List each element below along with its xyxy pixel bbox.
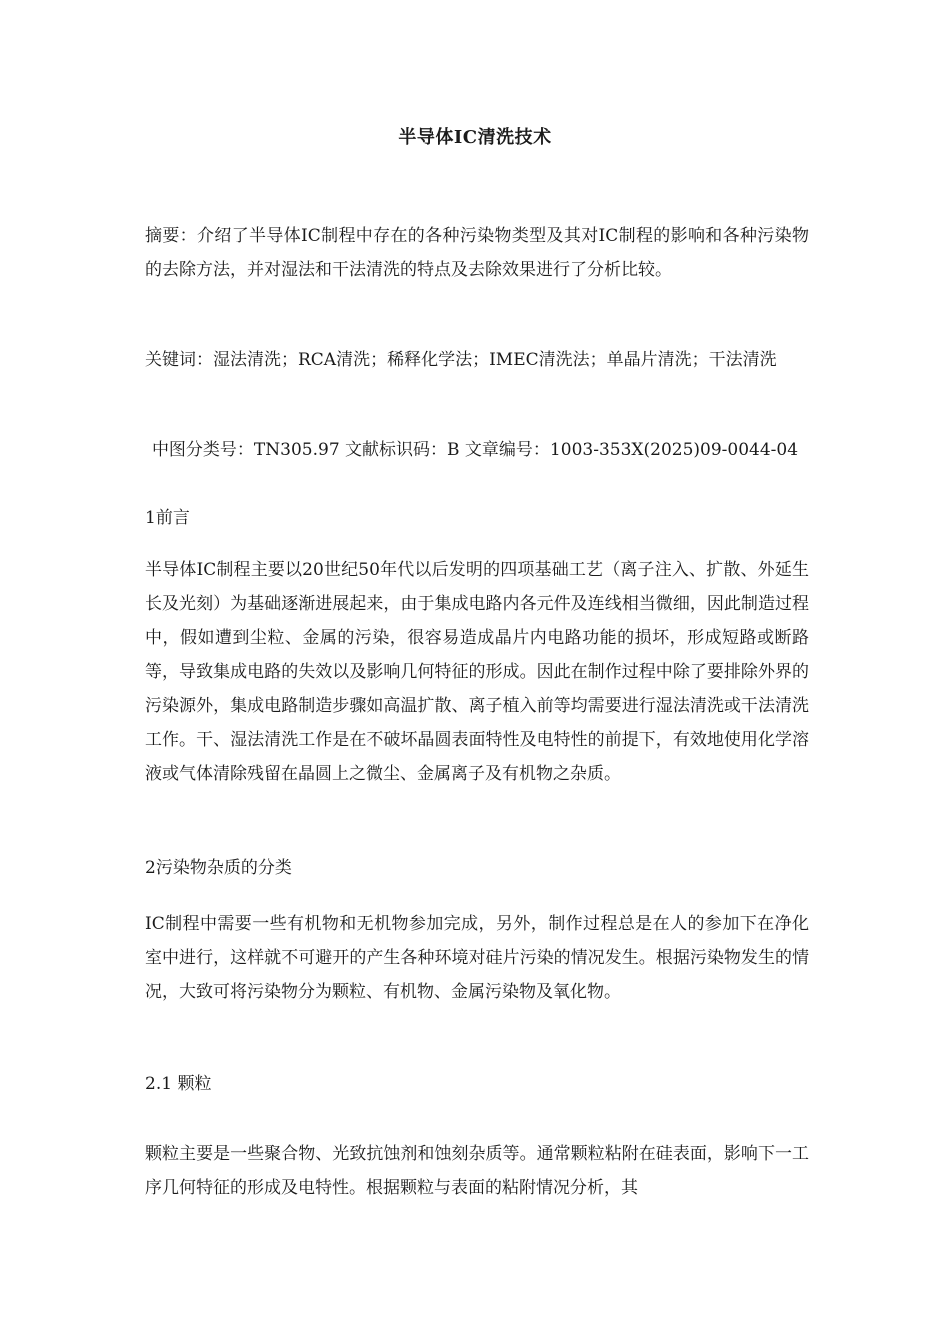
section-paragraph-particles: 颗粒主要是一些聚合物、光致抗蚀剂和蚀刻杂质等。通常颗粒粘附在硅表面，影响下一工序几何特征的形成及电特性。根据颗粒与表面的粘附情况分析，其 — [145, 1144, 809, 1198]
document-title: 半导体IC清洗技术 — [398, 127, 552, 148]
section-heading-contaminant-classification: 2污染物杂质的分类 — [145, 858, 292, 878]
classification-line: 中图分类号：TN305.97 文献标识码：B 文章编号：1003-353X(2025)09-0044-04 — [151, 440, 799, 460]
section-heading-particles: 2.1 颗粒 — [145, 1074, 212, 1094]
abstract-paragraph: 摘要：介绍了半导体IC制程中存在的各种污染物类型及其对IC制程的影响和各种污染物的去除方法，并对湿法和干法清洗的特点及去除效果进行了分析比较。 — [145, 226, 809, 280]
section-paragraph-contaminant-classification: IC制程中需要一些有机物和无机物参加完成，另外，制作过程总是在人的参加下在净化室中进行，这样就不可避开的产生各种环境对硅片污染的情况发生。根据污染物发生的情况，大致可将污染物分为颗粒、有机物、金属污染物及氧化物。 — [145, 914, 809, 1002]
section-heading-introduction: 1前言 — [145, 508, 190, 528]
keywords-paragraph: 关键词：湿法清洗；RCA清洗；稀释化学法；IMEC清洗法；单晶片清洗；干法清洗 — [145, 350, 777, 370]
section-paragraph-introduction: 半导体IC制程主要以20世纪50年代以后发明的四项基础工艺（离子注入、扩散、外延生长及光刻）为基础逐渐进展起来，由于集成电路内各元件及连线相当微细，因此制造过程中，假如遭到尘粒、金属的污染，很容易造成晶片内电路功能的损坏，形成短路或断路等，导致集成电路的失效以及影响几何特征的形成。因此在制作过程中除了要排除外界的污染源外，集成电路制造步骤如高温扩散、离子植入前等均需要进行湿法清洗或干法清洗工作。干、湿法清洗工作是在不破坏晶圆表面特性及电特性的前提下，有效地使用化学溶液或气体清除残留在晶圆上之微尘、金属离子及有机物之杂质。 — [145, 560, 809, 784]
